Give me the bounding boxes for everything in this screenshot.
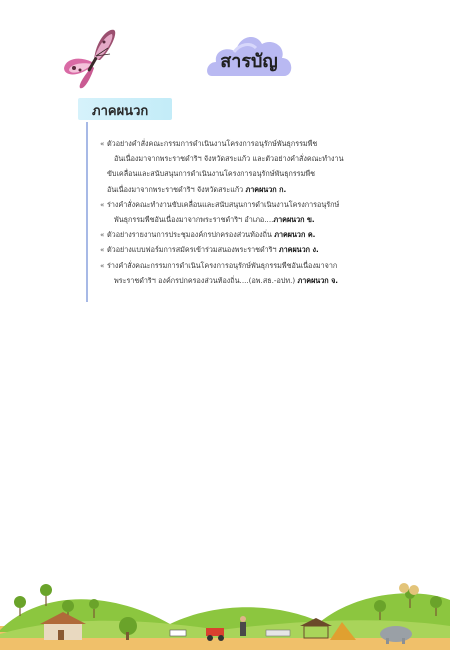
toc-line-text: พระราชดำริฯ องค์กรปกครองส่วนท้องถิ่น....(อพ.สธ.-อปท.) xyxy=(114,275,296,285)
page-title: สารบัญ xyxy=(220,51,278,72)
toc-line xyxy=(107,227,400,242)
countryside-scene xyxy=(0,560,450,650)
toc-entry xyxy=(100,197,400,227)
bullet-icon: « xyxy=(100,230,105,240)
toc-line-text: พันธุกรรมพืชอันเนื่องมาจากพระราชดำริฯ อำเภอ.... xyxy=(114,215,274,225)
toc-entry xyxy=(100,258,400,288)
toc-line-text: ตัวอย่างแบบฟอร์มการสมัครเข้าร่วมสนองพระราชดำริฯ xyxy=(107,245,277,255)
toc-line xyxy=(107,273,400,288)
bullet-icon: « xyxy=(100,199,105,209)
appendix-tag: ภาคผนวก ก. xyxy=(245,184,287,194)
section-divider xyxy=(86,122,88,302)
appendix-tag: ภาคผนวก จ. xyxy=(297,275,339,285)
appendix-tag: ภาคผนวก ง. xyxy=(278,245,319,255)
toc-line: ตัวอย่างคำสั่งคณะกรรมการดำเนินงานโครงการอนุรักษ์พันธุกรรมพืช xyxy=(107,139,318,148)
toc-line: ขับเคลื่อนและสนับสนุนการดำเนินงานโครงการอนุรักษ์พันธุกรรมพืช xyxy=(107,169,315,179)
toc-line: อันเนื่องมาจากพระราชดำริฯ จังหวัดสระแก้ว และตัวอย่างคำสั่งคณะทำงาน xyxy=(114,154,344,164)
toc-line xyxy=(107,242,400,257)
appendix-tag: ภาคผนวก ข. xyxy=(273,215,315,225)
toc-line: ร่างคำสั่งคณะกรรมการดำเนินโครงการอนุรักษ์พันธุกรรมพืชอันเนื่องมาจาก xyxy=(107,260,338,270)
bullet-icon: « xyxy=(100,139,105,148)
toc-line xyxy=(107,182,400,197)
toc-entry xyxy=(100,242,400,257)
toc-line-text: อันเนื่องมาจากพระราชดำริฯ จังหวัดสระแก้ว xyxy=(107,184,244,194)
butterfly-icon xyxy=(56,26,128,98)
toc-entry xyxy=(100,136,400,197)
appendix-tag: ภาคผนวก ค. xyxy=(274,230,316,240)
toc-line-text: ตัวอย่างรายงานการประชุมองค์กรปกครองส่วนท้องถิ่น xyxy=(107,230,272,240)
section-label: ภาคผนวก xyxy=(92,104,149,119)
toc-line: ร่างคำสั่งคณะทำงานขับเคลื่อนและสนับสนุนการดำเนินงานโครงการอนุรักษ์ xyxy=(107,199,340,209)
bullet-icon: « xyxy=(100,245,105,255)
toc-list xyxy=(100,136,400,288)
bullet-icon: « xyxy=(100,260,105,270)
toc-line xyxy=(107,212,400,227)
toc-entry xyxy=(100,227,400,242)
